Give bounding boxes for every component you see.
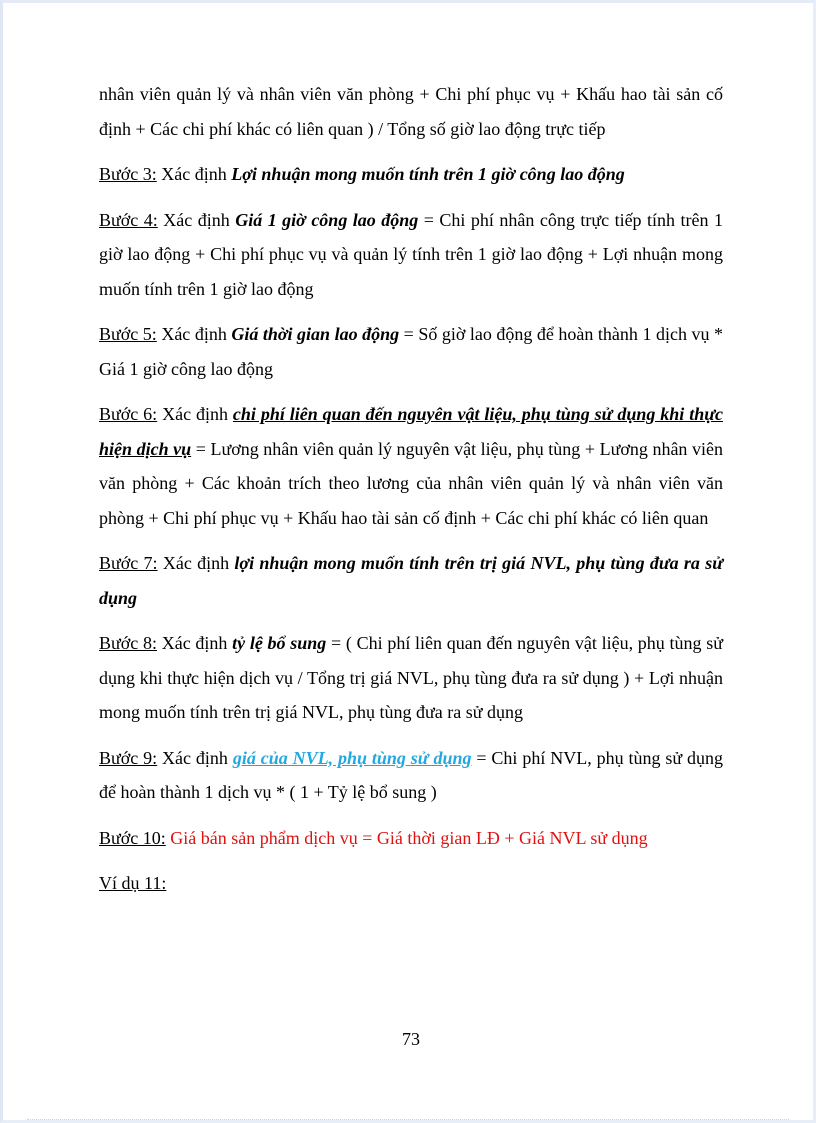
- step-7: [99, 546, 723, 615]
- step-9-label: Bước 9:: [99, 747, 158, 768]
- step-6-emphasis: chi phí liên quan đến nguyên vật liệu, phụ tùng sử dụng khi thực hiện dịch vụ: [99, 404, 723, 459]
- step-4-label: Bước 4:: [99, 209, 158, 230]
- step-3: [99, 157, 723, 192]
- step-6-verb: Xác định: [157, 404, 233, 424]
- step-8-verb: Xác định: [157, 633, 233, 653]
- step-5-text: = Số giờ lao động để hoàn thành 1 dịch vụ * Giá 1 giờ công lao động: [99, 324, 723, 379]
- step-3-emphasis: Lợi nhuận mong muốn tính trên 1 giờ công lao động: [231, 164, 625, 184]
- step-7-verb: Xác định: [157, 553, 235, 573]
- page-body: [99, 77, 723, 912]
- step-5: [99, 317, 723, 386]
- page-bottom-divider: [27, 1119, 789, 1120]
- step-8-label: Bước 8:: [99, 633, 157, 653]
- step-10-text: Giá bán sản phẩm dịch vụ = Giá thời gian LĐ + Giá NVL sử dụng: [165, 827, 648, 848]
- step-4-text: = Chi phí nhân công trực tiếp tính trên 1 giờ lao động + Chi phí phục vụ và quản lý tính trên 1 giờ lao động + Lợi nhuận mong muốn tính trên 1 giờ lao động: [99, 209, 723, 299]
- step-7-emphasis: lợi nhuận mong muốn tính trên trị giá NVL, phụ tùng đưa ra sử dụng: [99, 553, 723, 608]
- step-6: [99, 397, 723, 535]
- step-9-emphasis: giá của NVL, phụ tùng sử dụng: [232, 747, 472, 768]
- step-10-label: Bước 10:: [99, 827, 166, 848]
- step-9: [99, 741, 723, 810]
- step-3-verb: Xác định: [156, 164, 232, 184]
- step-5-label: Bước 5:: [99, 324, 157, 344]
- step-6-label: Bước 6:: [99, 404, 158, 424]
- page-number: 73: [402, 1029, 420, 1049]
- intro-paragraph: nhân viên quản lý và nhân viên văn phòng + Chi phí phục vụ + Khấu hao tài sản cố định + Các chi phí khác có liên quan ) / Tổng số giờ lao động trực tiếp: [99, 84, 723, 139]
- step-5-emphasis: Giá thời gian lao động: [231, 324, 400, 344]
- step-8-emphasis: tỷ lệ bổ sung: [232, 633, 327, 653]
- step-9-verb: Xác định: [157, 747, 233, 768]
- step-9-text: = Chi phí NVL, phụ tùng sử dụng để hoàn thành 1 dịch vụ * ( 1 + Tỷ lệ bổ sung ): [99, 747, 724, 802]
- step-3-label: Bước 3:: [99, 164, 157, 184]
- step-4: [99, 203, 723, 307]
- step-7-label: Bước 7:: [99, 553, 158, 573]
- step-4-emphasis: Giá 1 giờ công lao động: [235, 209, 419, 230]
- example-heading: [99, 866, 723, 901]
- example-label: Ví dụ 11:: [99, 873, 167, 893]
- step-6-text: = Lương nhân viên quản lý nguyên vật liệu, phụ tùng + Lương nhân viên văn phòng + Các khoản trích theo lương của nhân viên quản lý và nhân viên văn phòng + Chi phí phục vụ + Khấu hao tài sản cố định + Các chi phí khác có liên quan: [99, 438, 723, 528]
- step-4-verb: Xác định: [157, 209, 236, 230]
- step-8: [99, 626, 723, 730]
- step-5-verb: Xác định: [156, 324, 232, 344]
- step-8-text: = ( Chi phí liên quan đến nguyên vật liệu, phụ tùng sử dụng khi thực hiện dịch vụ / Tổng trị giá NVL, phụ tùng đưa ra sử dụng ) + Lợi nhuận mong muốn tính trên trị giá NVL, phụ tùng đưa ra sử dụng: [99, 633, 724, 722]
- step-10: [99, 821, 723, 856]
